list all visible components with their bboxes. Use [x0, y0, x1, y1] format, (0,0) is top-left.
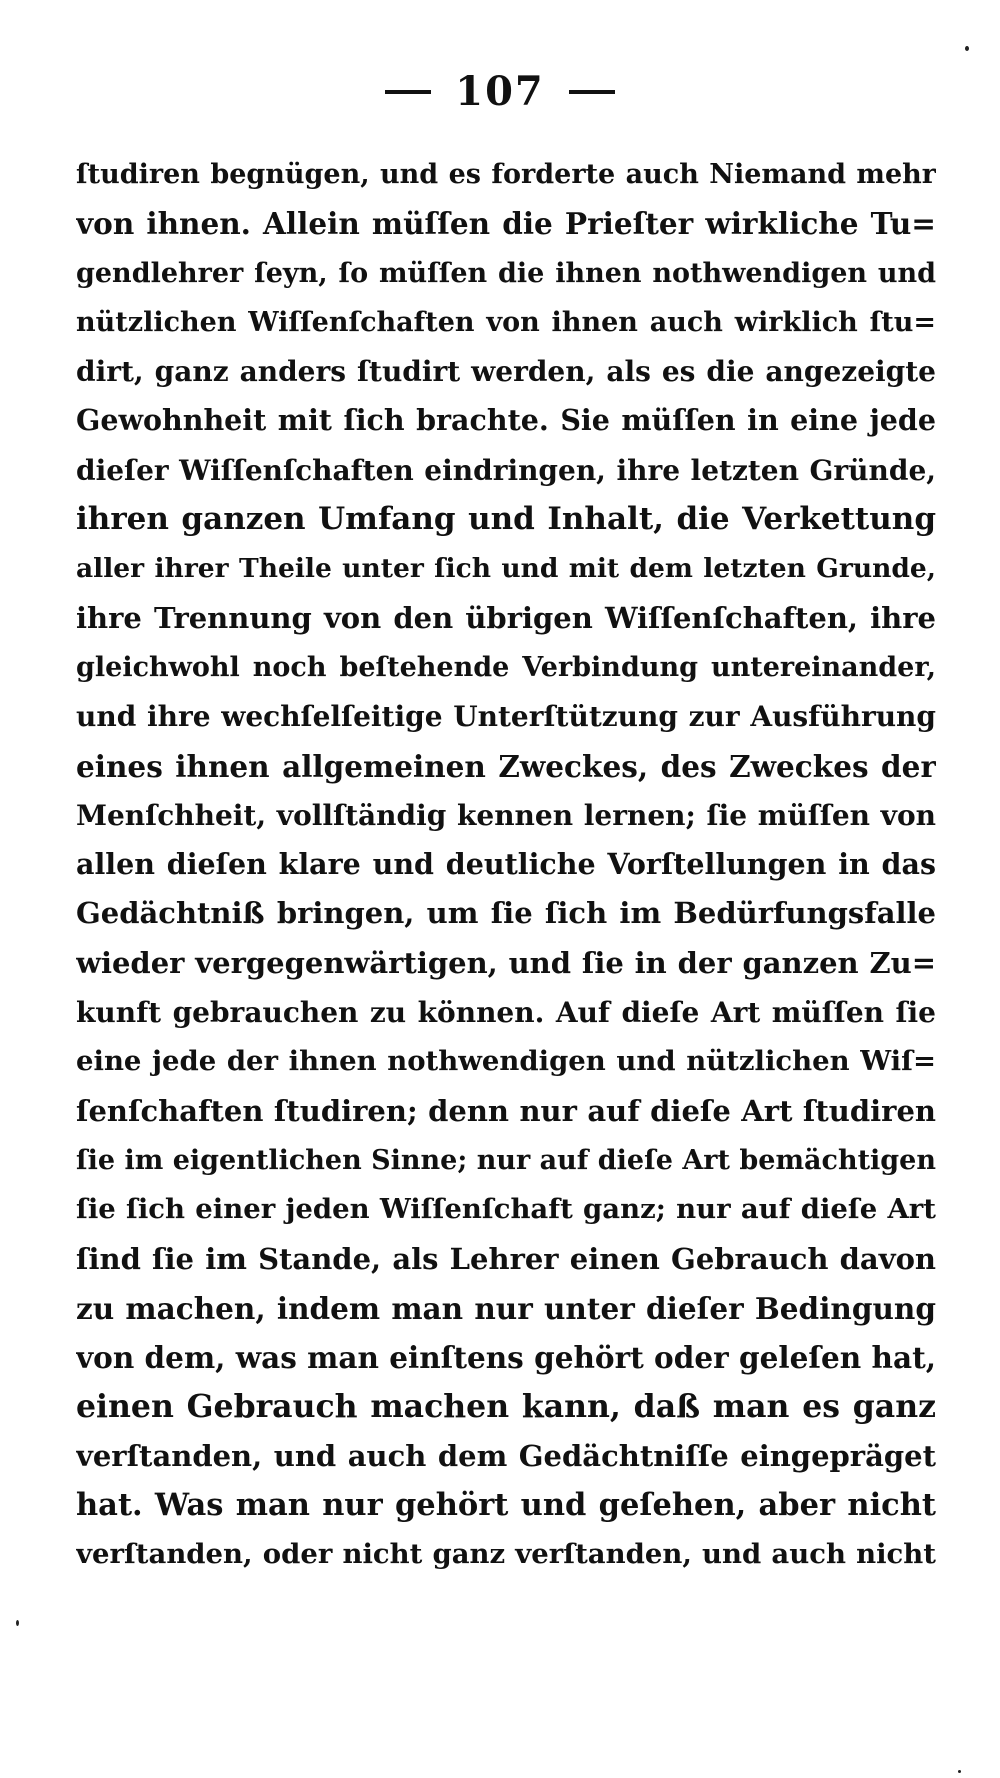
- text-line: von dem, was man einſtens gehört oder geleſen hat,: [76, 1340, 936, 1376]
- text-line: ihren ganzen Umfang und Inhalt, die Verkettung: [76, 501, 936, 538]
- text-line: Gedächtniß bringen, um ſie ſich im Bedürfungsfalle: [76, 896, 936, 931]
- page-header: [0, 68, 1000, 118]
- text-line: und ihre wechſelſeitige Unterſtützung zur Ausführung: [76, 700, 936, 734]
- text-line: ſie ſich einer jeden Wiſſenſchaft ganz; nur auf dieſe Art: [76, 1193, 936, 1226]
- text-line: ſind ſie im Stande, als Lehrer einen Gebrauch davon: [76, 1241, 936, 1276]
- text-line: ſenſchaften ſtudiren; denn nur auf dieſe Art ſtudiren: [76, 1093, 936, 1128]
- text-line: nützlichen Wiſſenſchaften von ihnen auch wirklich ſtu=: [76, 306, 936, 338]
- left-rule: [385, 90, 431, 94]
- text-line: dieſer Wiſſenſchaften eindringen, ihre letzten Gründe,: [76, 453, 936, 487]
- text-line: ſie im eigentlichen Sinne; nur auf dieſe Art bemächtigen: [76, 1144, 936, 1176]
- text-line: aller ihrer Theile unter ſich und mit dem letzten Grunde,: [76, 553, 936, 585]
- text-line: allen dieſen klare und deutliche Vorſtellungen in das: [76, 847, 936, 882]
- text-line: gendlehrer ſeyn, ſo müſſen die ihnen nothwendigen und: [76, 257, 936, 289]
- right-rule: [569, 90, 615, 94]
- text-line: hat. Was man nur gehört und geſehen, aber nicht: [76, 1487, 936, 1524]
- text-line: eine jede der ihnen nothwendigen und nützlichen Wiſ=: [76, 1045, 936, 1078]
- text-line: von ihnen. Allein müſſen die Prieſter wirkliche Tu=: [76, 206, 936, 242]
- text-line: ſtudiren begnügen, und es forderte auch Niemand mehr: [76, 159, 936, 190]
- text-line: dirt, ganz anders ſtudirt werden, als es die angezeigte: [76, 355, 936, 389]
- body-text: [76, 150, 936, 1580]
- text-line: einen Gebrauch machen kann, daß man es ganz: [76, 1388, 936, 1426]
- text-line: eines ihnen allgemeinen Zweckes, des Zweckes der: [76, 748, 936, 784]
- text-line: kunft gebrauchen zu können. Auf dieſe Art müſſen ſie: [76, 996, 936, 1030]
- scan-speck: [965, 46, 969, 51]
- text-line: zu machen, indem man nur unter dieſer Bedingung: [76, 1290, 936, 1326]
- text-line: ihre Trennung von den übrigen Wiſſenſchaften, ihre: [76, 600, 936, 635]
- scan-speck: [16, 1620, 19, 1626]
- scan-speck: [958, 1770, 961, 1773]
- text-line: wieder vergegenwärtigen, und ſie in der ganzen Zu=: [76, 945, 936, 980]
- text-line: verſtanden, und auch dem Gedächtniſſe eingepräget: [76, 1438, 936, 1473]
- text-line: verſtanden, oder nicht ganz verſtanden, und auch nicht: [76, 1538, 936, 1571]
- text-line: Gewohnheit mit ſich brachte. Sie müſſen in eine jede: [76, 403, 936, 438]
- text-line: gleichwohl noch beſtehende Verbindung untereinander,: [76, 651, 936, 683]
- text-line: Menſchheit, vollſtändig kennen lernen; ſie müſſen von: [76, 798, 936, 832]
- page-number: 107: [455, 68, 545, 115]
